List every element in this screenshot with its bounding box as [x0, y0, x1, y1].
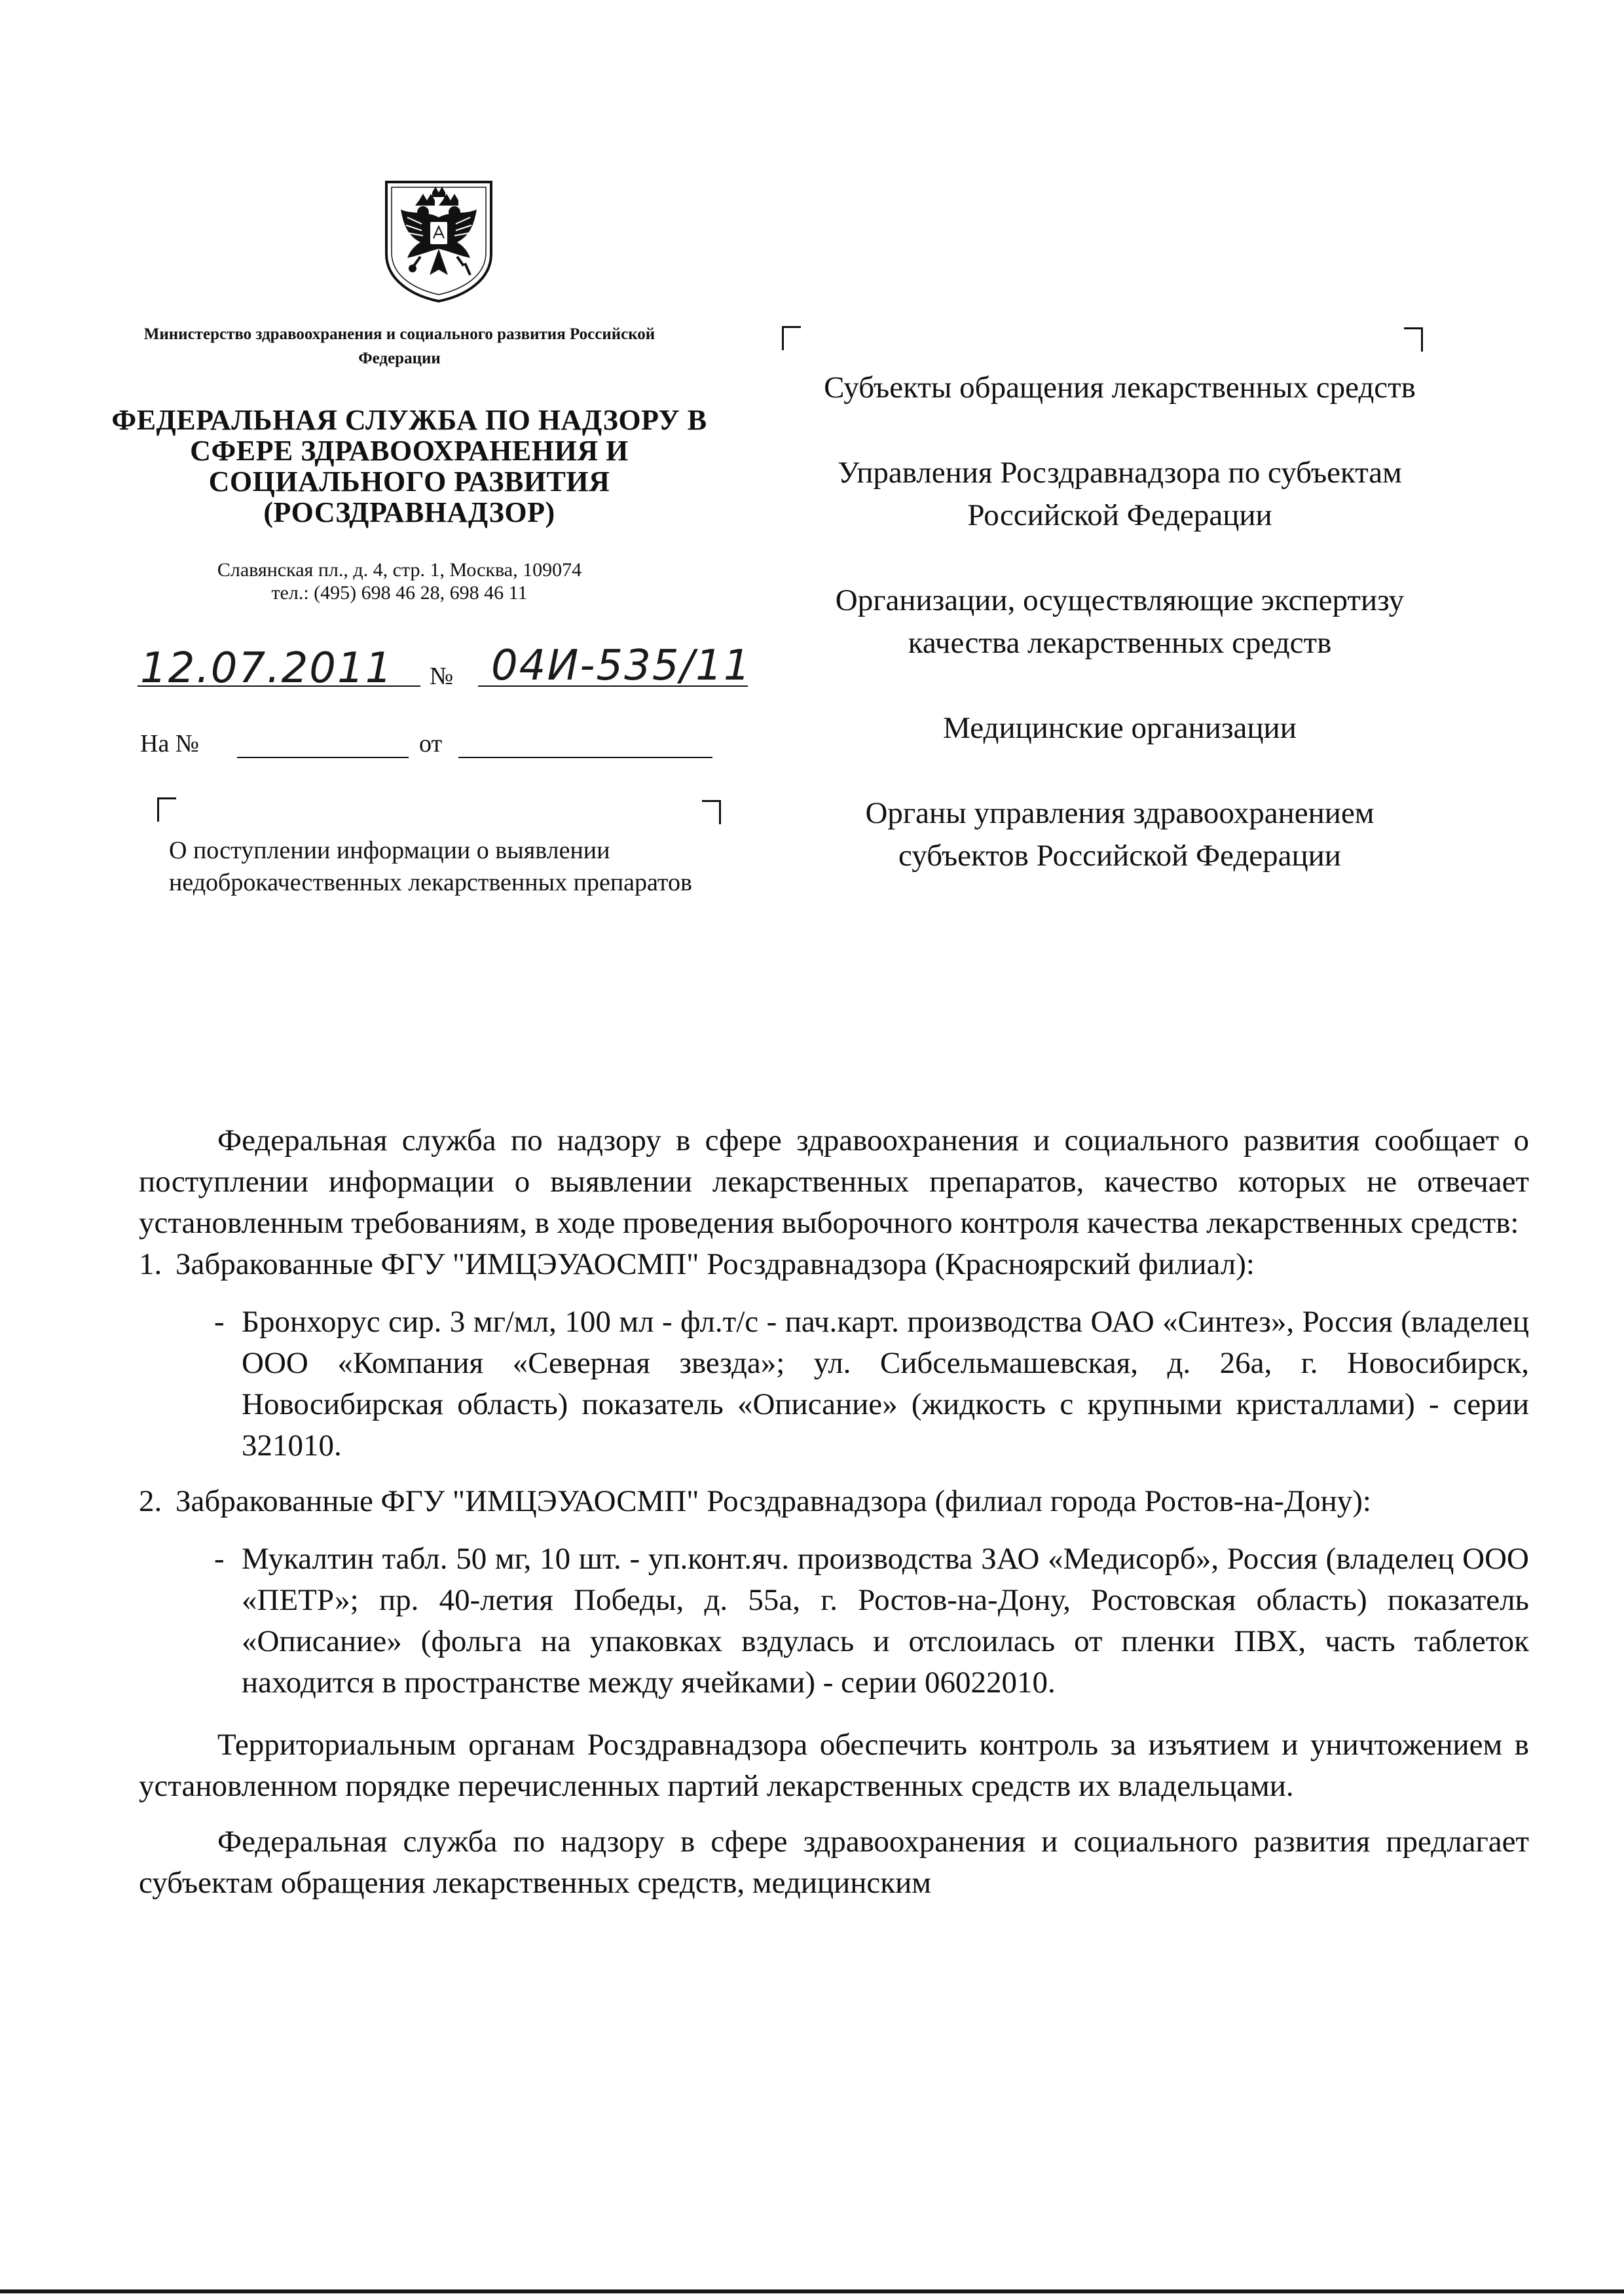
addressee-item: Управления Росздравнадзора по субъектам Российской Федерации	[838, 456, 1402, 532]
list-item	[139, 1481, 1529, 1522]
entry-text: Мукалтин табл. 50 мг, 10 шт. - уп.конт.яч. производства ЗАО «Медисорб», Россия (владелец ООО «ПЕТР»; пр. 40-летия Победы, д. 55а, г. Ростов-на-Дону, Ростовская область) показатель «Описание» (фольга на упаковках вздулась и отслоилась от пленки ПВХ, часть таблеток находится в пространстве между ячейками) - серии 06022010.	[242, 1542, 1529, 1700]
entry-text: Бронхорус сир. 3 мг/мл, 100 мл - фл.т/с - пач.карт. производства ОАО «Синтез», Россия (владелец ООО «Компания «Северная звезда»; ул. Сибсельмашевская, д. 26а, г. Новосибирск, Новосибирская область) показатель «Описание» (жидкость с крупными кристаллами) - серии 321010.	[242, 1305, 1529, 1463]
page-bottom-rule	[0, 2289, 1624, 2293]
registration-number: 04И-535/11	[491, 642, 752, 690]
reference-number-label: На №	[140, 730, 200, 757]
list-item-number: 1.	[139, 1247, 162, 1281]
addressee-item: Органы управления здравоохранением субъектов Российской Федерации	[865, 796, 1375, 873]
letter-subject: О поступлении информации о выявлении недоброкачественных лекарственных препаратов	[169, 837, 692, 896]
addressee-corner-right	[1404, 327, 1423, 352]
addressee-item: Медицинские организации	[943, 711, 1297, 745]
dash-marker: -	[214, 1542, 225, 1576]
reference-from-label: от	[419, 730, 443, 757]
number-underline	[478, 685, 748, 687]
coat-of-arms-emblem-icon	[381, 178, 496, 304]
list-item-entry	[214, 1302, 1529, 1467]
addressee-item: Субъекты обращения лекарственных средств	[824, 371, 1416, 405]
addressee-item: Организации, осуществляющие экспертизу качества лекарственных средств	[835, 583, 1405, 660]
agency-address-block	[105, 558, 694, 604]
letter-body	[139, 1120, 1529, 1904]
list-item-title: Забракованные ФГУ "ИМЦЭУАОСМП" Росздравнадзора (Красноярский филиал):	[175, 1247, 1255, 1281]
dash-marker: -	[214, 1305, 225, 1339]
registration-line	[138, 642, 766, 693]
addressee-corner-left	[782, 326, 801, 350]
reference-line	[138, 728, 714, 767]
number-sign: №	[430, 663, 454, 690]
body-intro: Федеральная служба по надзору в сфере здравоохранения и социального развития сообщает о поступлении информации о выявлении лекарственных препаратов, качество которых не отвечает установленным требованиям, в ходе проведения выборочного контроля качества лекарственных средств:	[139, 1123, 1529, 1240]
date-underline	[138, 685, 420, 687]
ministry-name: Министерство здравоохранения и социального развития Российской Федерации	[143, 325, 655, 367]
list-item-entry	[214, 1539, 1529, 1704]
registration-date: 12.07.2011	[140, 644, 394, 693]
list-item	[139, 1244, 1529, 1285]
reference-from-underline	[458, 757, 712, 758]
addressee-list	[812, 367, 1428, 877]
body-territorial: Территориальным органам Росздравнадзора обеспечить контроль за изъятием и уничтожением в установленном порядке перечисленных партий лекарственных средств их владельцами.	[139, 1728, 1529, 1803]
agency-name: ФЕДЕРАЛЬНАЯ СЛУЖБА ПО НАДЗОРУ В СФЕРЕ ЗДРАВООХРАНЕНИЯ И СОЦИАЛЬНОГО РАЗВИТИЯ (РОСЗДРАВНАДЗОР)	[111, 404, 707, 528]
agency-address: Славянская пл., д. 4, стр. 1, Москва, 109074	[217, 559, 582, 581]
agency-phone: тел.: (495) 698 46 28, 698 46 11	[271, 582, 528, 604]
reference-number-underline	[237, 757, 409, 758]
list-item-number: 2.	[139, 1484, 162, 1518]
subject-corner-right	[702, 800, 721, 824]
body-closing: Федеральная служба по надзору в сфере здравоохранения и социального развития предлагает субъектам обращения лекарственных средств, медицинским	[139, 1825, 1529, 1900]
subject-corner-left	[157, 797, 176, 822]
list-item-title: Забракованные ФГУ "ИМЦЭУАОСМП" Росздравнадзора (филиал города Ростов-на-Дону):	[175, 1484, 1371, 1518]
